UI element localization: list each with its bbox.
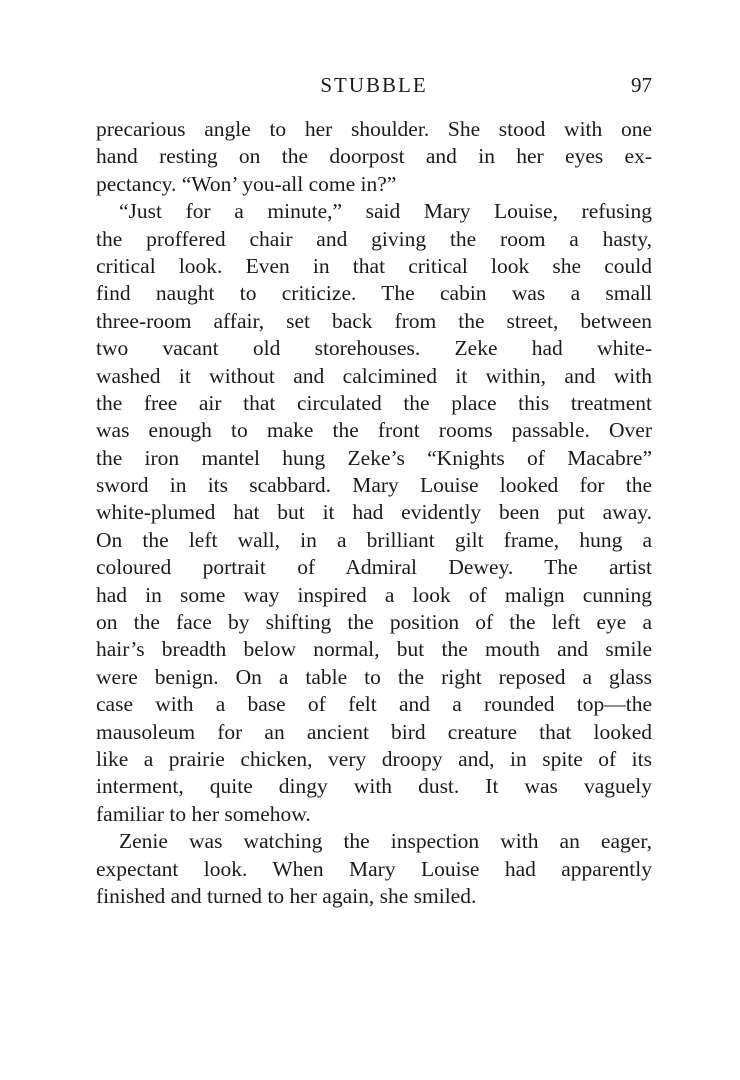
- book-page: [96, 70, 652, 910]
- text-line: coloured portrait of Admiral Dewey. The artist: [96, 555, 652, 580]
- text-line: on the face by shifting the position of the left eye a: [96, 610, 652, 635]
- text-line: like a prairie chicken, very droopy and, in spite of its: [96, 746, 652, 771]
- text-line: three-room affair, set back from the street, between: [96, 308, 652, 333]
- text-line: the proffered chair and giving the room a hasty,: [96, 226, 652, 251]
- text-line: finished and turned to her again, she smiled.: [96, 883, 477, 908]
- text-line: two vacant old storehouses. Zeke had white-: [96, 336, 652, 361]
- text-line: familiar to her somehow.: [96, 801, 311, 826]
- running-header: [96, 70, 652, 102]
- text-line: expectant look. When Mary Louise had apparently: [96, 856, 652, 881]
- text-line: the iron mantel hung Zeke’s “Knights of Macabre”: [96, 445, 652, 470]
- paragraph-first-line: “Just for a minute,” said Mary Louise, refusing: [119, 199, 652, 224]
- text-line: hair’s breadth below normal, but the mouth and smile: [96, 637, 652, 662]
- text-line: the free air that circulated the place this treatment: [96, 390, 652, 415]
- text-line: pectancy. “Won’ you-all come in?”: [96, 171, 397, 196]
- text-line: white-plumed hat but it had evidently been put away.: [96, 500, 652, 525]
- text-line: precarious angle to her shoulder. She stood with one: [96, 117, 652, 141]
- text-line: On the left wall, in a brilliant gilt frame, hung a: [96, 527, 652, 552]
- text-line: sword in its scabbard. Mary Louise looked for the: [96, 473, 652, 498]
- text-line: hand resting on the doorpost and in her eyes ex-: [96, 144, 652, 169]
- text-line: case with a base of felt and a rounded top—the: [96, 692, 652, 717]
- text-line: critical look. Even in that critical look she could: [96, 253, 652, 278]
- text-line: was enough to make the front rooms passable. Over: [96, 418, 652, 443]
- text-line: find naught to criticize. The cabin was a small: [96, 281, 652, 306]
- text-line: had in some way inspired a look of malign cunning: [96, 582, 652, 607]
- text-line: washed it without and calcimined it within, and with: [96, 363, 652, 388]
- text-line: mausoleum for an ancient bird creature that looked: [96, 719, 652, 744]
- page-number: 97: [631, 73, 652, 97]
- text-line: were benign. On a table to the right reposed a glass: [96, 664, 652, 689]
- running-title: STUBBLE: [320, 73, 428, 97]
- text-line: interment, quite dingy with dust. It was vaguely: [96, 774, 652, 799]
- paragraph-first-line: Zenie was watching the inspection with an eager,: [119, 829, 652, 854]
- body-text: [96, 116, 652, 910]
